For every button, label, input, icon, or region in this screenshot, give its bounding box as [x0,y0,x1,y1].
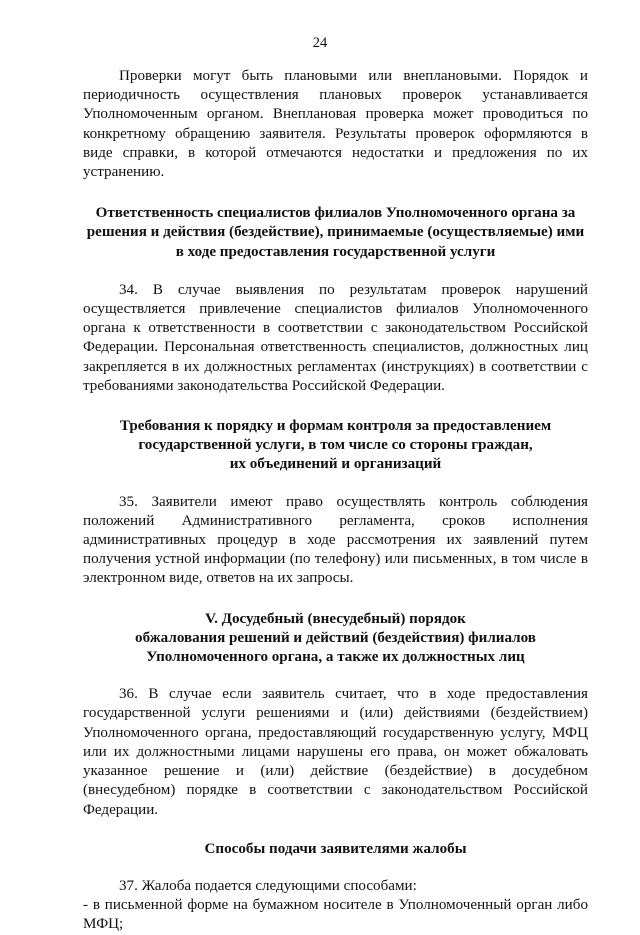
heading-section-5 [83,610,588,668]
paragraph-37: 37. Жалоба подается следующими способами: [119,877,417,894]
paragraph-34: 34. В случае выявления по результатам проверок нарушений осуществляется привлечение специалистов филиалов Уполномоченного органа к ответственности в соответствии с законодательством Российской Федерации. Персональная ответственность специалистов, должностных лиц закрепляется в их должностных регламентах (инструкциях) в соответствии с требованиями законодательства Российской Федерации. [83,281,588,394]
paragraph-checks: Проверки могут быть плановыми или внеплановыми. Порядок и периодичность осуществления плановых проверок устанавливается Уполномоченным органом. Внеплановая проверка может проводиться по конкретному обращению заявителя. Результаты проверок оформляются в виде справки, в которой отмечаются недостатки и предложения по их устранению. [83,68,588,181]
paragraph-35: 35. Заявители имеют право осуществлять контроль соблюдения положений Административного регламента, сроков исполнения административных процедур в ходе рассмотрения их заявлений путем получения устной информации (по телефону) или письменных, в том числе в электронном виде, ответов на их запросы. [83,493,588,587]
heading-line: государственной услуги, в том числе со стороны граждан, [138,437,533,454]
list-item: - в письменной форме на бумажном носителе в Уполномоченный орган либо МФЦ; [83,897,588,933]
heading-complaint-methods [83,840,588,859]
heading-line: в ходе предоставления государственной услуги [175,243,496,260]
heading-control [83,417,588,475]
heading-line: их объединений и организаций [229,456,442,473]
paragraph-36: 36. В случае если заявитель считает, что в ходе предоставления государственной услуги решениями и (или) действиями (бездействием) Уполномоченного органа, предоставляющий государственную услугу, МФЦ или их должностными лицами нарушены его права, он может обжаловать указанное решение и (или) действие (бездействие) в досудебном (внесудебном) порядке в соответствии с законодательством Российской Федерации. [83,686,588,818]
heading-line: Требования к порядку и формам контроля за предоставлением [119,418,552,435]
heading-line: V. Досудебный (внесудебный) порядок [205,610,466,627]
heading-line: обжалования решений и действий (бездействия) филиалов [135,629,536,646]
heading-line: Уполномоченного органа, а также их должностных лиц [146,649,525,666]
heading-line: Ответственность специалистов филиалов Уполномоченного органа за [95,205,576,222]
page-number: 24 [312,35,328,51]
heading-responsibility [83,204,588,262]
heading-line: Способы подачи заявителями жалобы [204,840,467,857]
page-body [83,67,588,935]
heading-line: решения и действия (бездействие), принимаемые (осуществляемые) ими [86,224,585,241]
